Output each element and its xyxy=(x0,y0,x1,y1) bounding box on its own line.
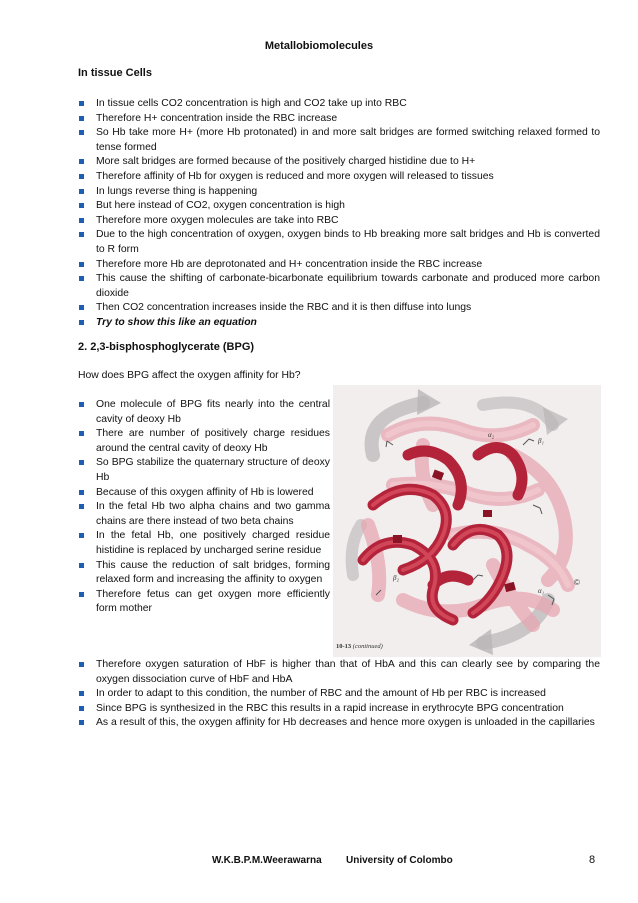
bullet-item: This cause the reduction of salt bridges, forming relaxed form and increasing the affinity to oxygen xyxy=(78,559,330,588)
bullet-item: Therefore oxygen saturation of HbF is higher than that of HbA and this can clearly see by comparing the oxygen dissociation curve of HbF and HbA xyxy=(78,658,600,687)
chain-label: β₂ xyxy=(393,574,399,582)
bullet-item: In the fetal Hb, one positively charged residue histidine is replaced by uncharged serine residue xyxy=(78,529,330,558)
footer-university: University of Colombo xyxy=(346,855,453,866)
copyright-mark: © xyxy=(574,578,580,587)
figure-caption xyxy=(336,643,383,650)
bullet-item: In tissue cells CO2 concentration is high and CO2 take up into RBC xyxy=(78,97,600,112)
bullet-item: Since BPG is synthesized in the RBC this results in a rapid increase in erythrocyte BPG concentration xyxy=(78,702,600,717)
chain-label: α₂ xyxy=(488,431,495,439)
bullet-item: Then CO2 concentration increases inside the RBC and it is then diffuse into lungs xyxy=(78,301,600,316)
figure-caption-text: (continued) xyxy=(352,643,383,650)
bullet-item: One molecule of BPG fits nearly into the central cavity of deoxy Hb xyxy=(78,398,330,427)
bullet-item: There are number of positively charge residues around the central cavity of deoxy Hb xyxy=(78,427,330,456)
bpg-side-bullet-list xyxy=(78,398,330,617)
tissue-cells-bullet-list xyxy=(78,97,600,331)
bullet-item: In order to adapt to this condition, the number of RBC and the amount of Hb per RBC is increased xyxy=(78,687,600,702)
bpg-full-bullet-list xyxy=(78,658,600,731)
bullet-item: So BPG stabilize the quaternary structure of deoxy Hb xyxy=(78,456,330,485)
hemoglobin-ribbon-illustration xyxy=(333,385,601,657)
page-header-title: Metallobiomolecules xyxy=(264,40,374,52)
page-number: 8 xyxy=(589,854,596,866)
bullet-item: In lungs reverse thing is happening xyxy=(78,185,600,200)
section-heading-tissue-cells: In tissue Cells xyxy=(78,67,152,79)
bullet-item: But here instead of CO2, oxygen concentration is high xyxy=(78,199,600,214)
bullet-item: More salt bridges are formed because of the positively charged histidine due to H+ xyxy=(78,155,600,170)
section-heading-bpg: 2. 2,3-bisphosphoglycerate (BPG) xyxy=(78,341,255,353)
bullet-item: Therefore affinity of Hb for oxygen is reduced and more oxygen will released to tissues xyxy=(78,170,600,185)
chain-label: α₁ xyxy=(538,587,545,595)
figure-caption-number: 10-13 xyxy=(336,643,352,650)
bullet-item: Due to the high concentration of oxygen, oxygen binds to Hb breaking more salt bridges and Hb is converted to R form xyxy=(78,228,600,257)
hemoglobin-structure-figure xyxy=(333,385,601,657)
bullet-item: In the fetal Hb two alpha chains and two gamma chains are there instead of two beta chains xyxy=(78,500,330,529)
footer-author: W.K.B.P.M.Weerawarna xyxy=(212,855,322,866)
bullet-item: Therefore fetus can get oxygen more efficiently form mother xyxy=(78,588,330,617)
chain-label: β₁ xyxy=(538,437,544,445)
bullet-item: Therefore more Hb are deprotonated and H+ concentration inside the RBC increase xyxy=(78,258,600,273)
bullet-item: Therefore H+ concentration inside the RBC increase xyxy=(78,112,600,127)
bpg-question: How does BPG affect the oxygen affinity for Hb? xyxy=(78,370,301,381)
bullet-item: This cause the shifting of carbonate-bicarbonate equilibrium towards carbonate and produced more carbon dioxide xyxy=(78,272,600,301)
bullet-item: Therefore more oxygen molecules are take into RBC xyxy=(78,214,600,229)
bullet-item-emphasis: Try to show this like an equation xyxy=(78,316,600,331)
bullet-item: As a result of this, the oxygen affinity for Hb decreases and hence more oxygen is unloaded in the capillaries xyxy=(78,716,600,731)
bullet-item: Because of this oxygen affinity of Hb is lowered xyxy=(78,486,330,501)
bullet-item: So Hb take more H+ (more Hb protonated) in and more salt bridges are formed switching relaxed formed to tense formed xyxy=(78,126,600,155)
